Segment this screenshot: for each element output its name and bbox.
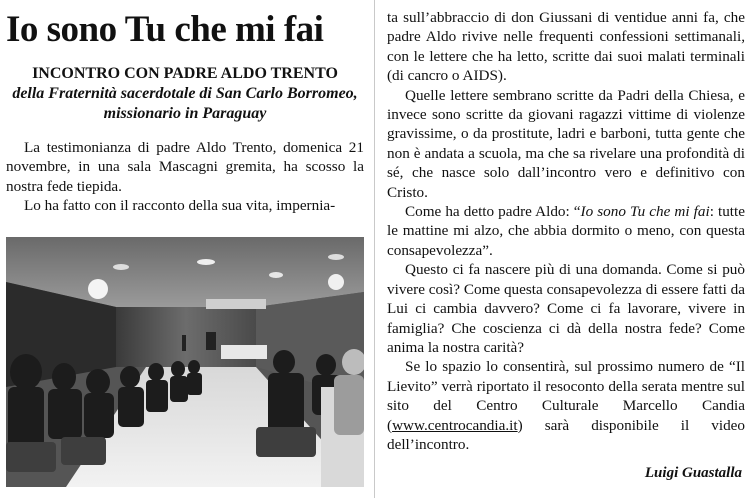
paragraph-5	[387, 202, 745, 260]
article-title: Io sono Tu che mi fai	[6, 9, 324, 50]
paragraph-6: Questo ci fa nascere più di una domanda. Come si può vivere così? Come questa consapevolezza di essere fatti da Lui ci cambia davvero? Come ci fa lavorare, vivere in famiglia? Che coscienza ci dà della nostra fede? Come anima la nostra carità?	[387, 261, 745, 356]
p7-before: Se lo spazio lo consentirà, sul prossimo numero de “Il Lievito” verrà riportato il resoconto della serata mentre sul sito del Centro Culturale Marcello Candia (	[387, 358, 745, 434]
paragraph-2: Lo ha fatto con il racconto della sua vita, impernia-	[24, 197, 336, 215]
audience-hall-photo	[6, 237, 364, 487]
paragraph-3: ta sull’abbraccio di don Giussani di ventidue anni fa, che padre Aldo rivive nelle frequenti confessioni settimanali, con le lettere che ha letto, scritte dai suoi malati terminali (di cancro o AIDS).	[387, 9, 745, 85]
subtitle-line2: della Fraternità sacerdotale di San Carlo Borromeo, missionario in Paraguay	[12, 85, 358, 122]
left-body	[6, 138, 364, 216]
right-column	[387, 8, 745, 454]
author-signature: Luigi Guastalla	[644, 465, 742, 481]
paragraph-4: Quelle lettere sembrano scritte da Padri della Chiesa, e invece sono scritte da giovani ragazzi vittime di violenze gravissime, o da prostitute, ladri e barboni, tutta gente che non è andata a scuola, ma che sa rivelare una profondità di sé, che nasce solo dall’incontro vero e definitivo con Cristo.	[387, 86, 745, 201]
paragraph-7	[387, 357, 745, 454]
quote-rest: : tutte le mattine mi alzo, che abbia dormito o meno, con questa consapevolezza”.	[387, 203, 745, 259]
subtitle-line1: INCONTRO CON PADRE ALDO TRENTO	[32, 65, 338, 82]
quote-intro: Come ha detto padre Aldo: “	[405, 203, 581, 221]
paragraph-1: La testimonianza di padre Aldo Trento, domenica 21 novembre, in una sala Mascagni gremita, ha scosso la nostra fede tiepida.	[6, 139, 364, 195]
website-link[interactable]: www.centrocandia.it	[392, 416, 518, 434]
left-column	[6, 8, 364, 216]
article-subtitle	[6, 64, 364, 124]
column-divider	[374, 0, 375, 498]
p7-after: ) sarà disponibile il video dell’incontro.	[387, 416, 745, 453]
quote-text: Io sono Tu che mi fai	[580, 203, 710, 221]
